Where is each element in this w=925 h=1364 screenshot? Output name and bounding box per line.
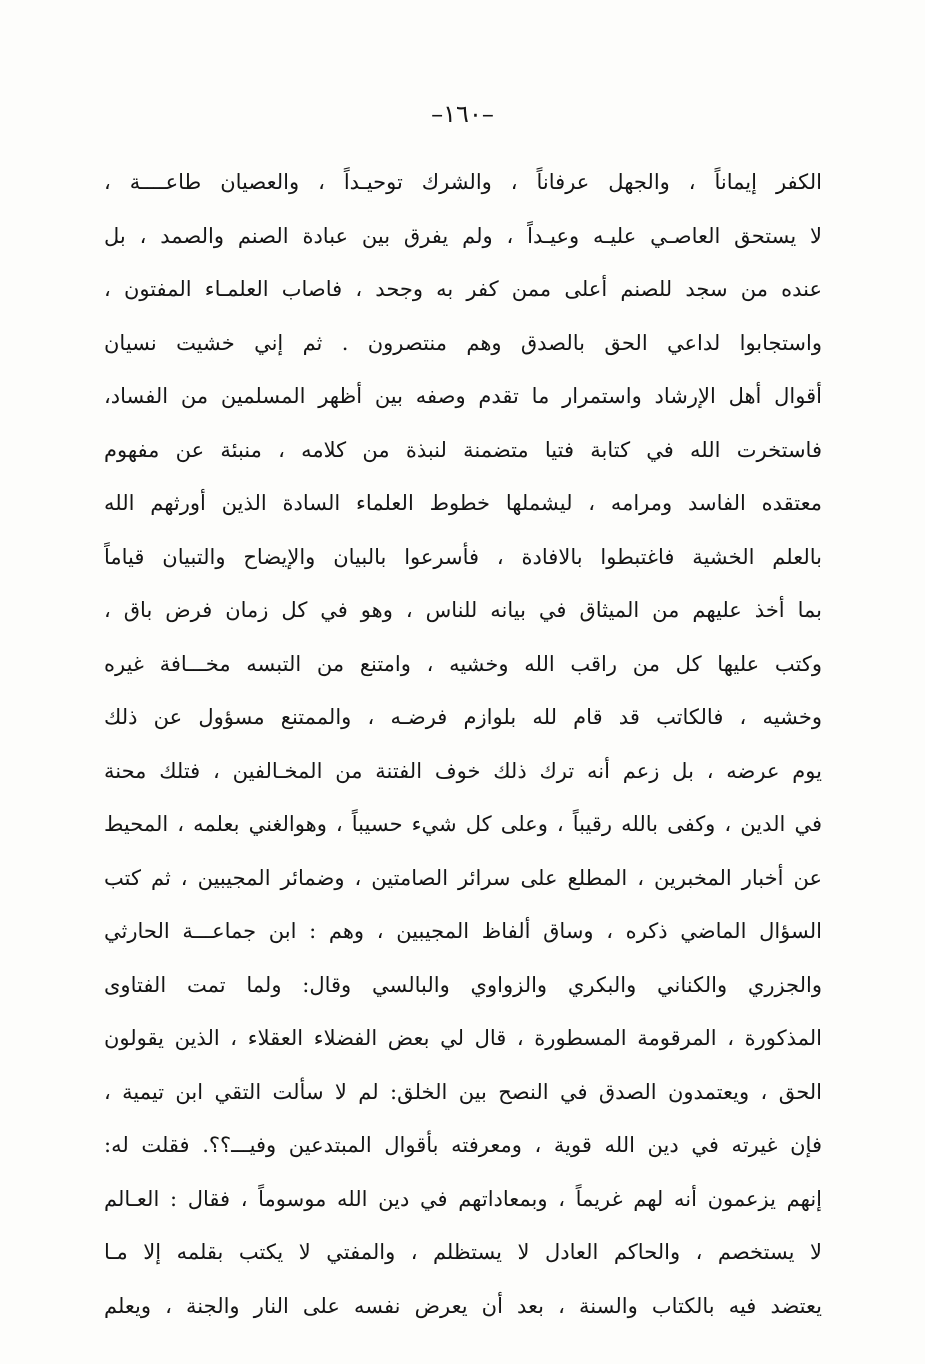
text-line: يوم عرضه ، بل زعم أنه ترك ذلك خوف الفتنة من المخـالفين ، فتلك محنة — [104, 758, 822, 783]
text-line: لا يستخصم ، والحاكم العادل لا يستظلم ، والمفتي لا يكتب بقلمه إلا مـا — [104, 1240, 822, 1264]
text-line: معتقده الفاسد ومرامه ، ليشملها خطوط العلماء السادة الذين أورثهم الله — [104, 491, 822, 515]
text-line: عنده من سجد للصنم أعلى ممن كفر به وجحد ، فاصاب العلمـاء المفتون ، — [104, 277, 822, 301]
text-line: وخشيه ، فالكاتب قد قام لله بلوازم فرضـه ، والممتنع مسؤول عن ذلك — [104, 705, 822, 729]
text-line: بالعلم الخشية فاغتبطوا بالافادة ، فأسرعوا بالبيان والإيضاح والتبيان قياماً — [104, 544, 822, 569]
text-line: بما أخذ عليهم من الميثاق في بيانه للناس ، وهو في كل زمان فرض باق ، — [104, 598, 822, 622]
text-line: الحق ، ويعتمدون الصدق في النصح بين الخلق: لم لا سألت التقي ابن تيمية ، — [104, 1079, 822, 1104]
text-line: والجزري والكناني والبكري والزواوي والبالسي وقال: ولما تمت الفتاوى — [104, 972, 822, 997]
text-line: لا يستحق العاصـي عليـه وعيـداً ، ولم يفرق بين عبادة الصنم والصمد ، بل — [104, 223, 822, 248]
text-line: المذكورة ، المرقومة المسطورة ، قال لي بعض الفضلاء العقلاء ، الذين يقولون — [104, 1026, 822, 1050]
body-text — [104, 156, 822, 1333]
text-line: وكتب عليها كل من راقب الله وخشيه ، وامتنع من التبسه مخـــافة غيره — [104, 651, 822, 676]
text-line: السؤال الماضي ذكره ، وساق ألفاظ المجيبين ، وهم : ابن جماعـــة الحارثي — [104, 919, 822, 943]
text-line: أقوال أهل الإرشاد واستمرار ما تقدم وصفه بين أظهر المسلمين من الفساد، — [104, 384, 822, 408]
text-line: واستجابوا لداعي الحق بالصدق وهم منتصرون . ثم إني خشيت نسيان — [104, 330, 822, 355]
text-line: الكفر إيماناً ، والجهل عرفاناً ، والشرك توحيـداً ، والعصيان طاعــــة ، — [104, 170, 822, 194]
text-line: إنهم يزعمون أنه لهم غريماً ، وبمعاداتهم في دين الله موسوماً ، فقال : العـالم — [104, 1186, 822, 1211]
text-line: عن أخبار المخبرين ، المطلع على سرائر الصامتين ، وضمائر المجيبين ، ثم كتب — [104, 865, 822, 890]
text-line: فاستخرت الله في كتابة فتيا متضمنة لنبذة من كلامه ، منبئة عن مفهوم — [104, 437, 822, 462]
page-number: –١٦٠– — [431, 100, 494, 128]
text-line: يعتضد فيه بالكتاب والسنة ، بعد أن يعرض نفسه على النار والجنة ، ويعلم — [104, 1293, 822, 1318]
text-line: في الدين ، وكفى بالله رقيباً ، وعلى كل شيء حسيباً ، وهوالغني بعلمه ، المحيط — [104, 812, 822, 836]
text-line: فإن غيرته في دين الله قوية ، ومعرفته بأقوال المبتدعين وفيـــ؟؟. فقلت له: — [104, 1133, 822, 1157]
